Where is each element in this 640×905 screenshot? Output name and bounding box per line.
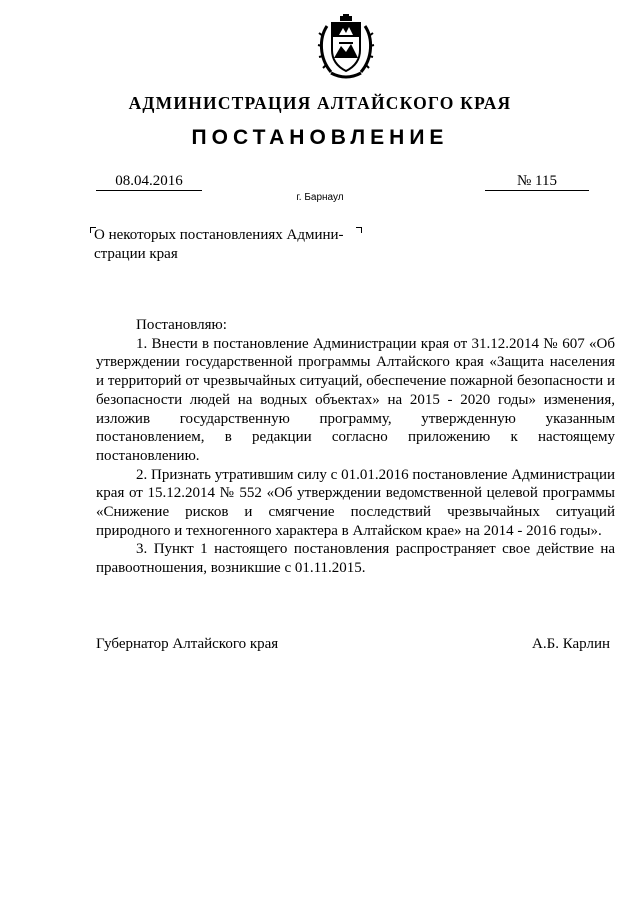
subject-line-1: О некоторых постановлениях Админи- — [94, 227, 344, 243]
document-type: ПОСТАНОВЛЕНИЕ — [191, 126, 449, 149]
paragraph-3: 3. Пункт 1 настоящего постановления распространяет свое действие на правоотношения, возникшие с 01.11.2015. — [96, 541, 615, 577]
resolution-intro: Постановляю: — [136, 317, 227, 333]
subject-bracket-right — [356, 227, 362, 233]
subject-line-2: страции края — [94, 246, 178, 262]
city-label: г. Барнаул — [296, 192, 344, 203]
signatory-name: А.Б. Карлин — [532, 636, 611, 652]
organization-name: АДМИНИСТРАЦИЯ АЛТАЙСКОГО КРАЯ — [128, 93, 512, 113]
document-subject — [94, 226, 364, 264]
document-number: № 115 — [485, 174, 589, 191]
paragraph-1: 1. Внести в постановление Администрации края от 31.12.2014 № 607 «Об утверждении государственной программы Алтайского края «Защита населения и территорий от чрезвычайных ситуаций, обеспечение пожарной безопасности и безопасности людей на водных объектах» на 2015 - 2020 годы» изменения, изложив государственную программу, утвержденную указанным постановлением, в редакции согласно приложению к настоящему постановлению. — [96, 335, 615, 464]
paragraph-2: 2. Признать утратившим силу с 01.01.2016 постановление Администрации края от 15.12.2014 № 552 «Об утверждении ведомственной целевой программы «Снижение рисков и смягчение последствий чрезвычайных ситуаций природного и техногенного характера в Алтайском крае» на 2014 - 2016 годы». — [96, 466, 615, 539]
coat-of-arms-icon — [317, 14, 375, 82]
subject-bracket-left — [90, 227, 96, 233]
document-date: 08.04.2016 — [96, 174, 202, 191]
document-body — [96, 316, 615, 578]
signatory-title: Губернатор Алтайского края — [96, 636, 279, 652]
